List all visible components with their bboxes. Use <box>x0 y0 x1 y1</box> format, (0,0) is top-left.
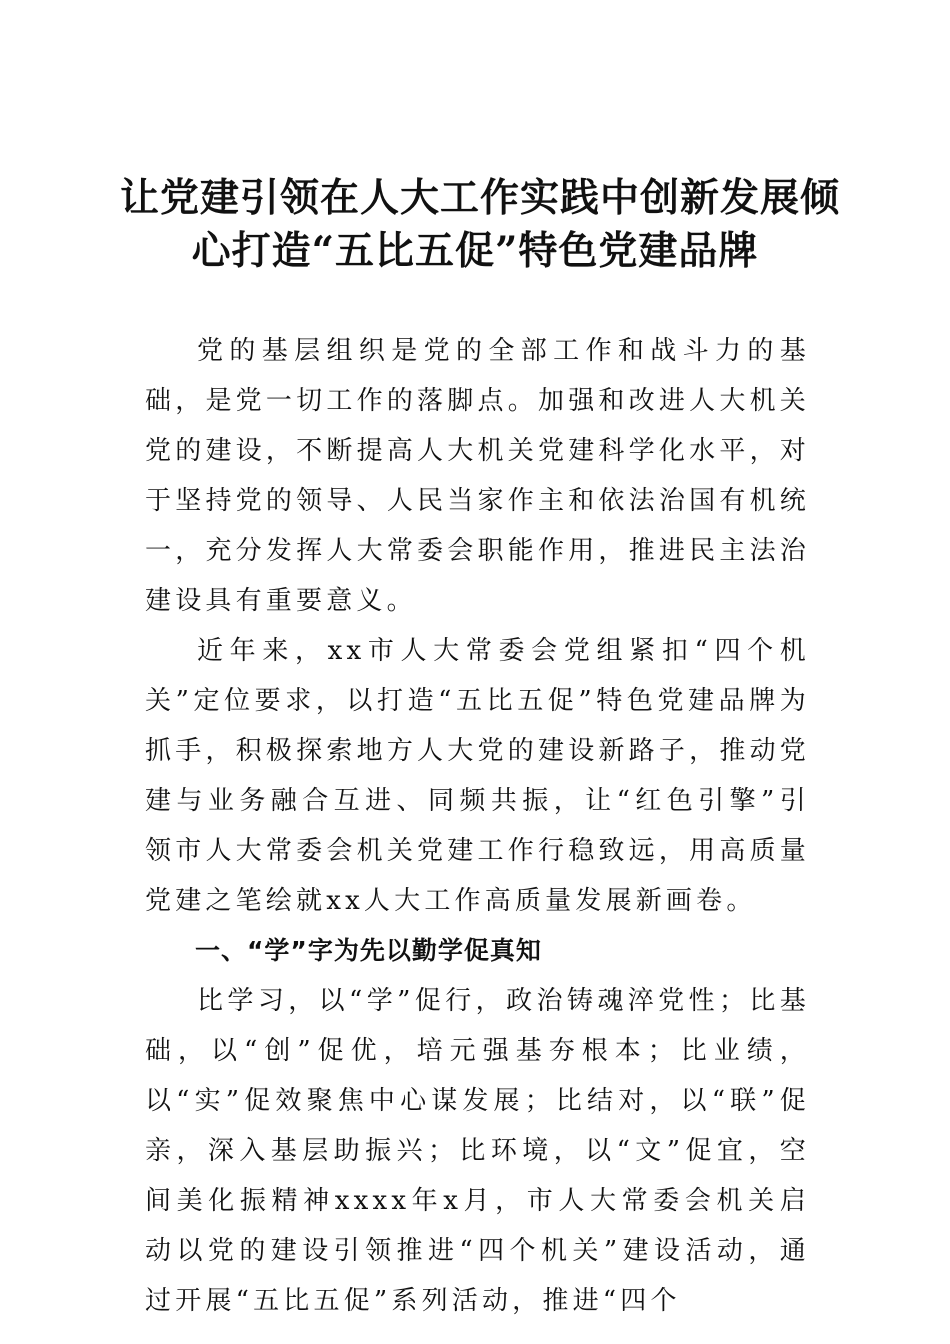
paragraph-3: 比学习，以“学”促行，政治铸魂淬党性；比基础，以“创”促优，培元强基夯根本；比业绩，以“实”促效聚焦中心谋发展；比结对，以“联”促亲，深入基层助振兴；比环境，以“文”促宜，空间美化振精神xxxx年x月，市人大常委会机关启动以党的建设引领推进“四个机关”建设活动，通过开展“五比五促”系列活动，推进“四个 <box>145 986 810 1316</box>
title-line-1: 让党建引领在人大工作实践中创新发展倾 <box>120 175 841 221</box>
document-title <box>120 172 841 278</box>
paragraph-1: 党的基层组织是党的全部工作和战斗力的基础，是党一切工作的落脚点。加强和改进人大机关党的建设，不断提高人大机关党建科学化水平，对于坚持党的领导、人民当家作主和依法治国有机统一，充分发挥人大常委会职能作用，推进民主法治建设具有重要意义。 <box>145 336 810 616</box>
section-heading-1: 一、“学”字为先以勤学促真知 <box>195 936 542 965</box>
title-line-2: 心打造“五比五促”特色党建品牌 <box>191 228 759 274</box>
document-body <box>145 326 810 1326</box>
paragraph-2: 近年来，xx市人大常委会党组紧扣“四个机关”定位要求，以打造“五比五促”特色党建品牌为抓手，积极探索地方人大党的建设新路子，推动党建与业务融合互进、同频共振，让“红色引擎”引领市人大常委会机关党建工作行稳致远，用高质量党建之笔绘就xx人大工作高质量发展新画卷。 <box>145 636 810 916</box>
